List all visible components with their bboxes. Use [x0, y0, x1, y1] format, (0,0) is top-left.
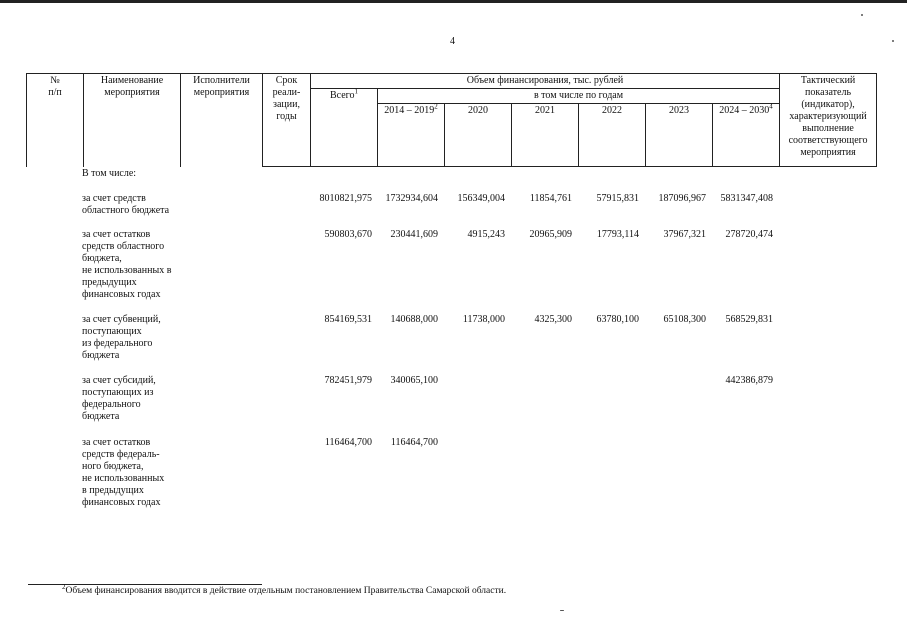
col-2022-header: 2022 [579, 104, 646, 167]
row-label: за счет средств областного бюджета [82, 193, 170, 216]
value-2020: 156349,004 [457, 193, 505, 204]
row-label: за счет субсидий, поступающих из федерального бюджета [82, 375, 156, 422]
including-label: В том числе: [82, 168, 137, 179]
value-2020: 11738,000 [462, 314, 505, 325]
scan-speck [560, 610, 564, 611]
row-label: за счет субвенций, поступающих из федерального бюджета [82, 314, 161, 361]
value-2022: 57915,831 [596, 193, 639, 204]
value-total: 854169,531 [324, 314, 372, 325]
value-2024-2030: 5831347,408 [720, 193, 773, 204]
value-2023: 187096,967 [658, 193, 706, 204]
row-label: за счет остатков средств областного бюджета, не использованных в предыдущих финансовых годах [82, 229, 172, 300]
value-2014-2019: 140688,000 [390, 314, 438, 325]
col-name-header: Наименование мероприятия [84, 74, 181, 167]
value-2014-2019: 1732934,604 [385, 193, 438, 204]
col-indicator-header: Тактический показатель (индикатор), характеризующий выполнение соответствующего мероприятия [780, 74, 877, 167]
footnote-text: Объем финансирования вводится в действие отдельным постановлением Правительства Самарской области. [65, 586, 507, 596]
value-total: 116464,700 [324, 437, 372, 448]
col-executors-header: Исполнители мероприятия [181, 74, 263, 167]
col-total-header: Всего$^1$ [311, 89, 378, 167]
row-label: за счет остатков средств федераль- ного бюджета, не использованных в предыдущих финансовых годах [82, 437, 165, 508]
value-2024-2030: 442386,879 [725, 375, 773, 386]
footnote [62, 582, 507, 596]
col-2021-header: 2021 [512, 104, 579, 167]
value-2021: 11854,761 [529, 193, 572, 204]
col-term-header: Срок реали- зации, годы [263, 74, 311, 167]
financing-group-header: Объем финансирования, тыс. рублей [311, 74, 780, 89]
value-2014-2019: 340065,100 [390, 375, 438, 386]
value-total: 8010821,975 [319, 193, 372, 204]
value-2014-2019: 116464,700 [390, 437, 438, 448]
value-2020: 4915,243 [467, 229, 505, 240]
value-total: 590803,670 [324, 229, 372, 240]
financing-table-header [26, 73, 877, 167]
col-2024-2030-header: 2024 – 2030$^4$ [713, 104, 780, 167]
scan-top-border [0, 0, 907, 3]
value-2021: 20965,909 [529, 229, 572, 240]
col-number-header: № п/п [27, 74, 84, 167]
footnote-marker: 2 [62, 582, 66, 591]
value-2021: 4325,300 [534, 314, 572, 325]
value-2022: 17793,114 [596, 229, 639, 240]
col-2023-header: 2023 [646, 104, 713, 167]
value-2023: 37967,321 [663, 229, 706, 240]
col-2014-2019-header: 2014 – 2019$^2$ [378, 104, 445, 167]
col-2020-header: 2020 [445, 104, 512, 167]
page-number: 4 [450, 36, 455, 47]
value-2022: 63780,100 [596, 314, 639, 325]
value-total: 782451,979 [324, 375, 372, 386]
value-2014-2019: 230441,609 [390, 229, 438, 240]
value-2024-2030: 278720,474 [725, 229, 773, 240]
scan-speck [892, 40, 894, 42]
value-2024-2030: 568529,831 [725, 314, 773, 325]
value-2023: 65108,300 [663, 314, 706, 325]
by-years-header: в том числе по годам [378, 89, 780, 104]
scan-speck [861, 14, 863, 16]
